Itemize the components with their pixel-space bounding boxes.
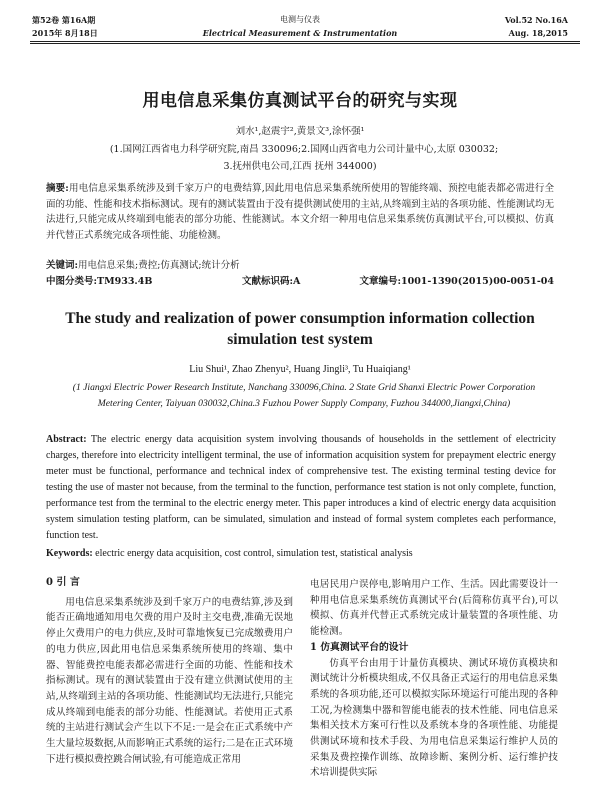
section-heading-design: 1 仿真测试平台的设计 <box>310 641 409 653</box>
design-paragraph: 仿真平台由用于计量仿真模块、测试环境仿真模块和测试统计分析模块组成,不仅具备正式运行的用电信息采集系统的各项功能,还可以模拟实际环境运行可能出现的各种工况,为检测集中器和智能电能表的技术性能、同电信息采集相关技术方案可行性以及系统本身的各项性能、功能提供测试环境和技术手段、为用电信息采集运行维护人员的采集及费控操作训练、故障诊断、案例分析、运行维护技术培训提供实际 <box>310 657 558 779</box>
right-column <box>310 577 558 781</box>
classification-row <box>46 274 554 289</box>
abstract-cn-label: 摘要: <box>46 183 69 194</box>
journal-name-en: Electrical Measurement & Instrumentation <box>202 28 398 38</box>
affiliation-en-line2: Metering Center, Taiyuan 030032,China.3 Fuzhou Power Supply Company, Fuzhou 344000,Jiangxi,China) <box>97 398 511 409</box>
header-rule-2 <box>30 43 580 44</box>
paper-title-en-line1: The study and realization of power consumption information collection <box>65 310 535 327</box>
authors-cn: 刘水¹,赵震宇²,黄景文³,涂怀强¹ <box>235 126 365 137</box>
affiliation-cn-line1: (1.国网江西省电力科学研究院,南昌 330096;2.国网山西省电力公司计量中心,太原 030032; <box>109 144 499 155</box>
abstract-en <box>46 432 556 544</box>
authors-en: Liu Shui¹, Zhao Zhenyu², Huang Jingli³, Tu Huaiqiang¹ <box>189 364 411 375</box>
journal-volume-issue: 第52卷 第16A期 <box>32 15 96 25</box>
paper-title-en-line2: simulation test system <box>227 331 373 348</box>
doc-code: 文献标识码:A <box>242 276 301 287</box>
abstract-en-label: Abstract: <box>46 434 87 445</box>
class-number: 中图分类号:TM933.4B <box>46 276 153 287</box>
header-rule <box>30 41 580 42</box>
keywords-cn-label: 关键词: <box>46 260 79 271</box>
abstract-cn <box>46 181 554 244</box>
article-number: 文章编号:1001-1390(2015)00-0051-04 <box>359 276 554 287</box>
affiliation-en-line1: (1 Jiangxi Electric Power Research Institute, Nanchang 330096,China. 2 State Grid Shanxi Electric Power Corporation <box>72 382 536 393</box>
intro-paragraph: 用电信息采集系统涉及到千家万户的电费结算,涉及到能否正确地通知用电欠费的用户及时主交电费,准确无误地停止欠费用户的电力供应,及时可靠地恢复已完成缴费用户的电力供应,因此用电信息采集系统所使用的终端、集中器、智能费控电能表都必需进行全面的功能、性能和技术指标测试。现有的测试装置由于没有建立供测试使用的主站,从终端到主站的各项功能、性能测试均无法进行,只能完成从终端到电能表的部分功能、性能测试。若使用正式系统的主站进行测试会产生以下不足:一是会在正式系统中产生大量垃圾数据,从而影响正式系统的运行;二是在正式环境下进行模拟费控跳合闸试验,有可能造成正常用 <box>46 596 293 765</box>
keywords-en <box>46 546 556 562</box>
left-column <box>46 575 293 767</box>
keywords-cn-text: 用电信息采集;费控;仿真测试;统计分析 <box>78 260 240 271</box>
keywords-cn <box>46 258 554 274</box>
journal-volume-en: Vol.52 No.16A <box>504 15 568 25</box>
journal-date: 2015年 8月18日 <box>32 28 98 38</box>
affiliation-cn-line2: 3.抚州供电公司,江西 抚州 344000) <box>223 161 377 172</box>
paper-title-en <box>30 308 570 350</box>
journal-date-en: Aug. 18,2015 <box>508 28 568 38</box>
affiliation-en <box>34 380 574 412</box>
abstract-cn-text: 用电信息采集系统涉及到千家万户的电费结算,因此用电信息采集系统所使用的智能终端、预控电能表都必需进行全面的功能、性能和技术指标测试。现有的测试装置由于没有提供测试使用的主站,从终端到主站的各项功能、性能测试均无法进行,只能完成从终端到电能表的部分功能、性能测试。本文介绍一种用电信息采集系统仿真测试平台,可以模拟、仿真并代替正式系统完成各项性能、功能检测。 <box>46 183 554 242</box>
intro-paragraph-continued: 电居民用户误停电,影响用户工作、生活。因此需要设计一种用电信息采集系统仿真测试平台(后简称仿真平台),可以模拟、仿真并代替正式系统完成计量装置的各项性能、功能检测。 <box>310 579 558 638</box>
section-heading-intro: 0 引 言 <box>46 577 80 588</box>
paper-title-cn: 用电信息采集仿真测试平台的研究与实现 <box>142 91 458 111</box>
abstract-en-text: The electric energy data acquisition system involving thousands of households in the settlement of electricity charges, therefore into electricity intelligent terminal, the use of information acquisition system for prepayment electric energy meter must be functional, performance and technical index of comprehensive test. The existing terminal testing device for testing the use of master not because, from the terminal to the function, performance test station is not only complete, function, performance test from the terminal to the electric energy meter. This paper introduces a kind of electric energy data acquisition system simulation testing platform, can be simulated, simulation and instead of formal system completes each performance, function test. <box>46 434 556 541</box>
keywords-en-label: Keywords: <box>46 548 93 559</box>
journal-name-cn: 电测与仪表 <box>280 15 320 24</box>
keywords-en-text: electric energy data acquisition, cost control, simulation test, statistical analysis <box>92 548 413 559</box>
